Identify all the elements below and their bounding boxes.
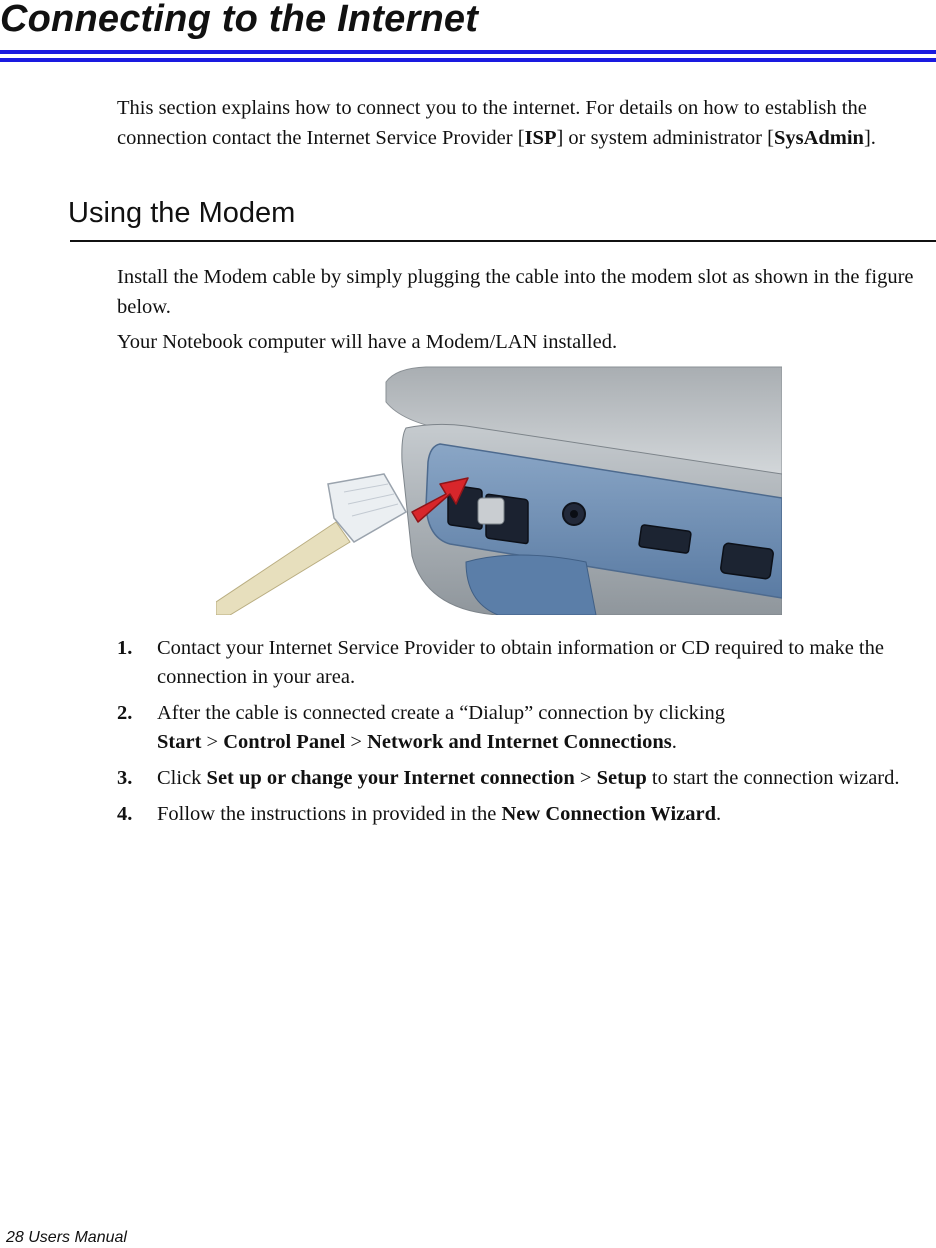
modem-install-paragraph: Install the Modem cable by simply plugging the cable into the modem slot as shown in the figure below.: [117, 266, 914, 318]
start-menu-term: Start: [157, 731, 202, 753]
setup-term: Setup: [596, 767, 647, 789]
control-panel-term: Control Panel: [223, 731, 346, 753]
step-number: 4.: [117, 803, 133, 825]
step-item: [117, 634, 933, 692]
isp-term: ISP: [524, 126, 557, 149]
page-footer: 28 Users Manual: [6, 1229, 127, 1246]
section-heading: Using the Modem: [68, 197, 296, 229]
step-item: 4. Follow the instructions in provided in the New Connection Wizard.: [117, 800, 933, 829]
step-number: 1.: [117, 637, 133, 659]
modem-lan-paragraph: Your Notebook computer will have a Modem/LAN installed.: [117, 331, 618, 353]
page-title: Connecting to the Internet: [0, 0, 479, 40]
step-item: 3. Click Set up or change your Internet connection > Setup to start the connection wizard.: [117, 764, 933, 793]
intro-paragraph: This section explains how to connect you to the internet. For details on how to establish the connection contact the Internet Service Provider [ISP] or system administrator [SysAdmin].: [117, 97, 876, 149]
modem-port-illustration: [216, 366, 782, 615]
title-rule-bottom: [0, 58, 936, 62]
network-connections-term: Network and Internet Connections: [367, 731, 672, 753]
step-number: 2.: [117, 702, 133, 724]
step-number: 3.: [117, 767, 133, 789]
step-item: 2. After the cable is connected create a “Dialup” connection by clicking Start > Control Panel > Network and Internet Connections.: [117, 699, 933, 757]
port-latch: [478, 498, 504, 524]
step-text: Contact your Internet Service Provider to obtain information or CD required to make the connection in your area.: [157, 637, 884, 688]
section-rule: [70, 240, 936, 242]
steps-list: [117, 634, 933, 829]
sysadmin-term: SysAdmin: [773, 126, 864, 149]
setup-connection-term: Set up or change your Internet connection: [206, 767, 575, 789]
wizard-term: New Connection Wizard: [501, 803, 716, 825]
laptop-foot: [466, 555, 596, 615]
firewire-port: [720, 543, 774, 580]
title-rule-top: [0, 50, 936, 54]
